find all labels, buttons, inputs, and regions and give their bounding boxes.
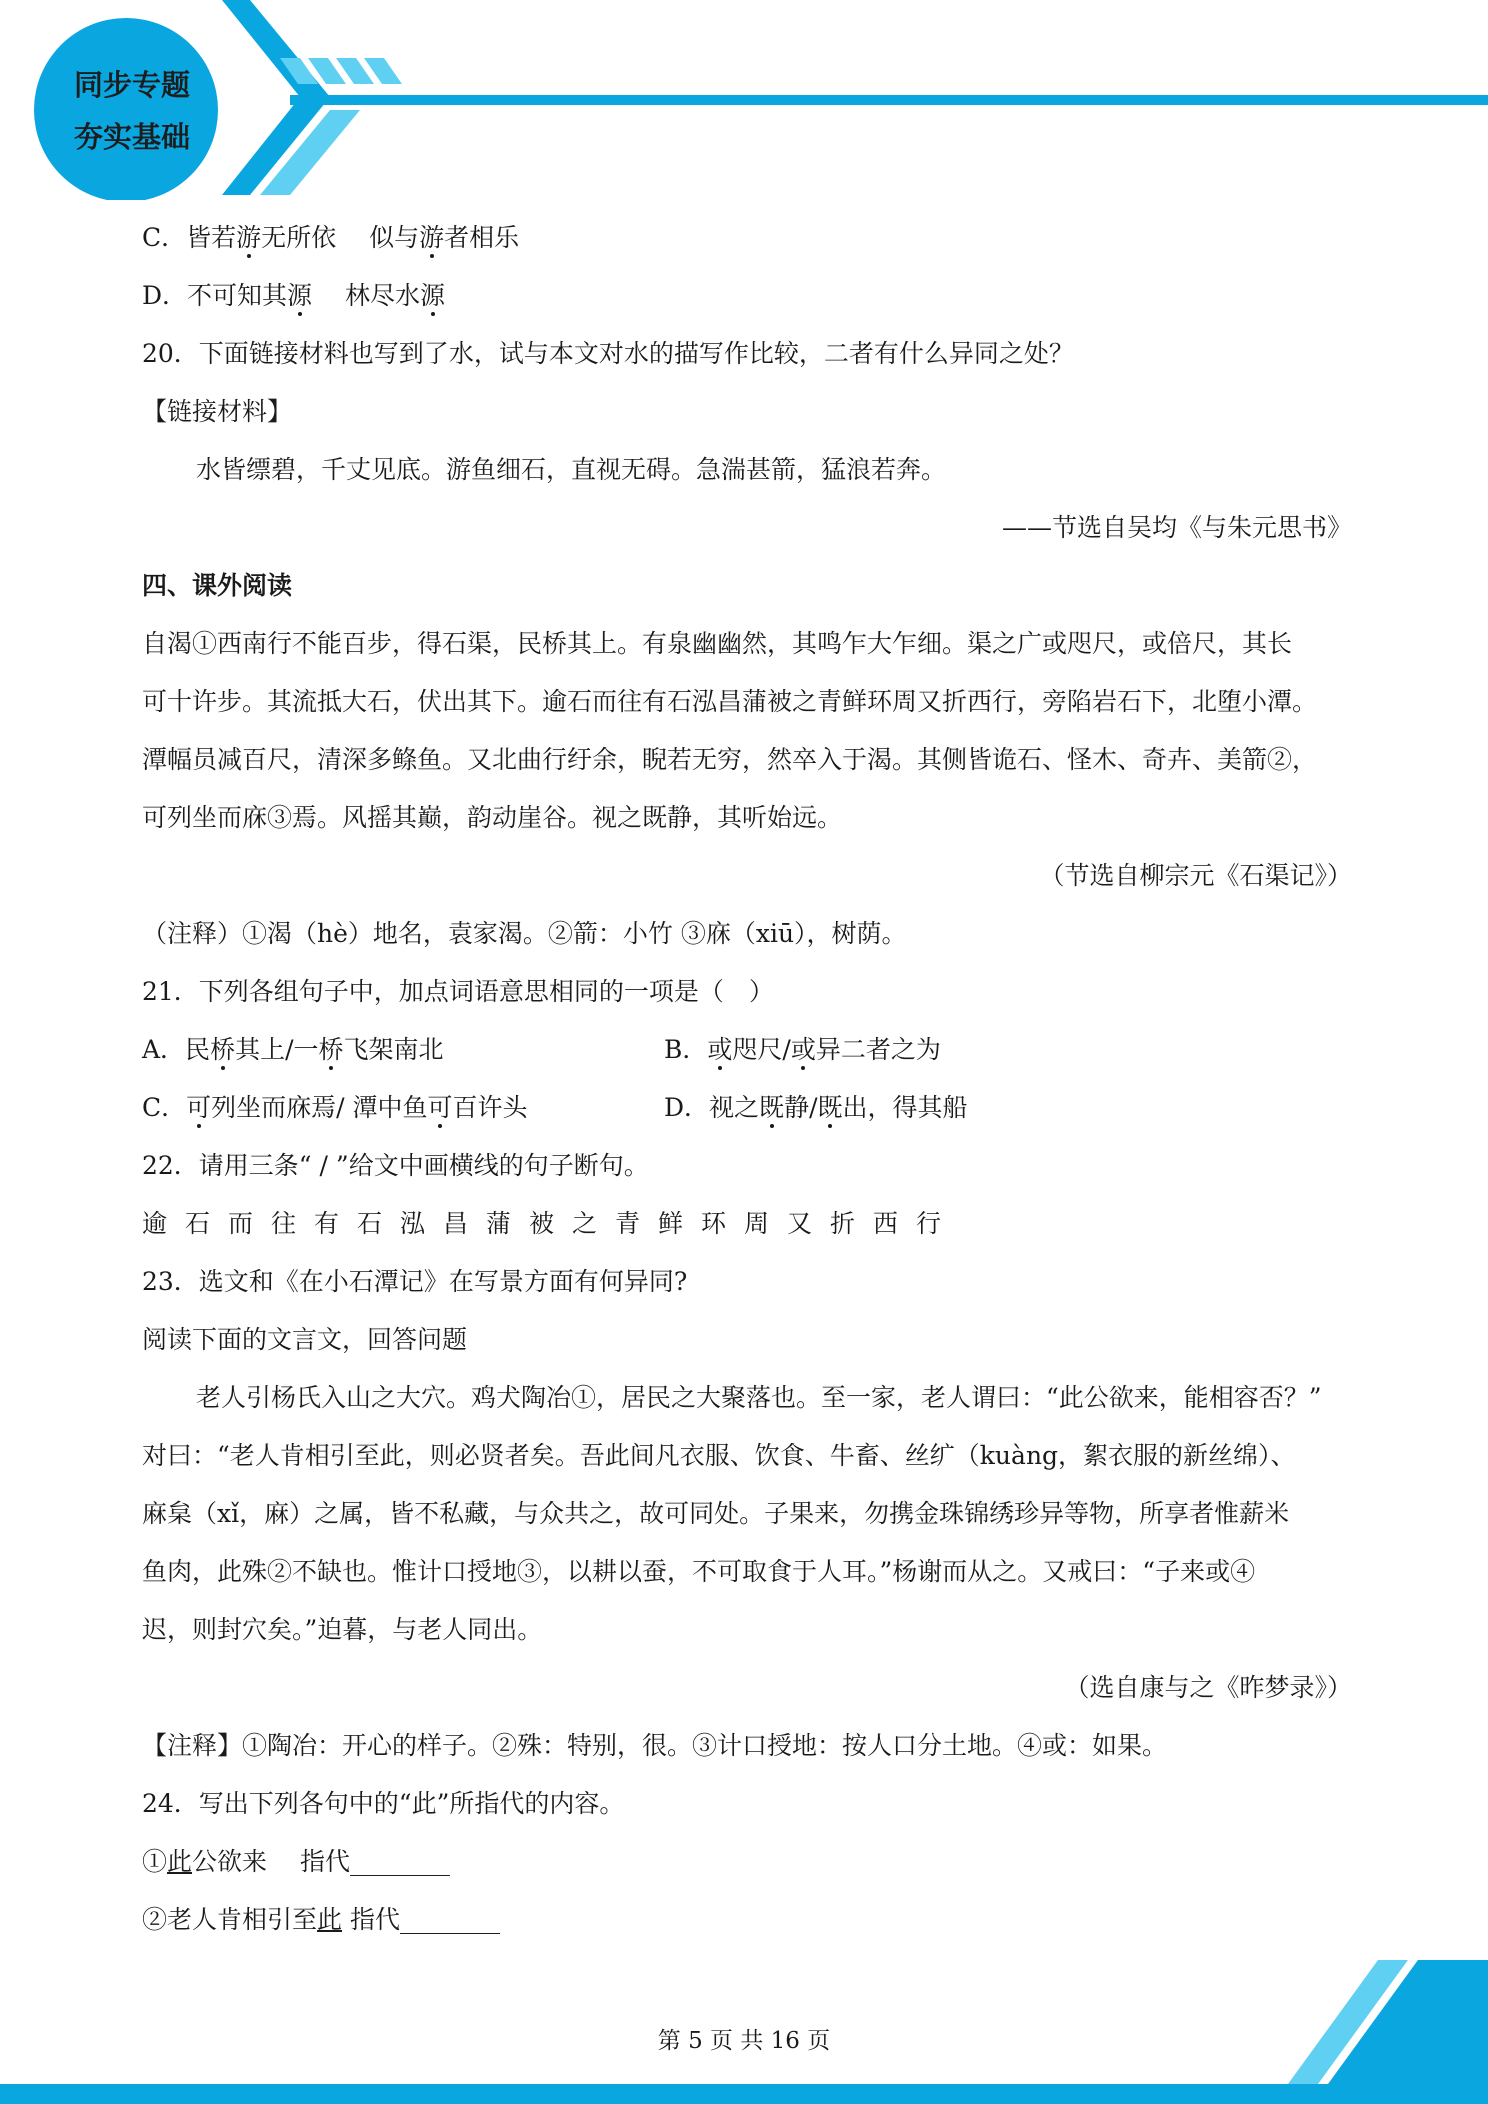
option-c-line: C．皆若游无所依 似与游者相乐 [142, 223, 520, 252]
q21-options-row-2 [142, 1090, 1352, 1126]
question-22: 22．请用三条“ / ”给文中画横线的句子断句。 [142, 1151, 649, 1180]
option-d-line: D．不可知其源 林尽水源 [142, 281, 446, 310]
underlined-word: 此 [167, 1847, 193, 1876]
q21-option-b: B．或咫尺/或异二者之为 [664, 1035, 941, 1064]
q21-option-c: C．可列坐而庥焉/ 潭中鱼可百许头 [142, 1093, 528, 1122]
question-24: 24．写出下列各句中的“此”所指代的内容。 [142, 1789, 625, 1818]
passage2-source: （选自康与之《昨梦录》） [1064, 1673, 1352, 1702]
passage1-line: 可十许步。其流抵大石，伏出其下。逾石而往有石泓昌蒲被之青鲜环周又折西行，旁陷岩石下，北堕小潭。 [142, 687, 1318, 716]
passage2-line: 鱼肉，此殊②不缺也。惟计口授地③，以耕以蚕，不可取食于人耳。”杨谢而从之。又戒曰：“子来或④ [142, 1557, 1256, 1586]
question-23: 23．选文和《在小石潭记》在写景方面有何异同? [142, 1267, 688, 1296]
passage2-notes: 【注释】①陶冶：开心的样子。②殊：特别，很。③计口授地：按人口分土地。④或：如果。 [142, 1731, 1168, 1760]
passage2-line: 迟，则封穴矣。”迫暮，与老人同出。 [142, 1615, 543, 1644]
q21-options-row-1 [142, 1032, 1352, 1068]
section-heading: 四、课外阅读 [142, 571, 293, 600]
dotted-char: 可 [427, 1093, 453, 1122]
dotted-char: 既 [817, 1093, 843, 1122]
passage1-notes: （注释）①渴（hè）地名，袁家渴。②箭：小竹 ③庥（xiū），树荫。 [142, 919, 907, 948]
badge-line-1: 同步专题 [73, 68, 190, 102]
passage1-line: 潭幅员减百尺，清深多鲦鱼。又北曲行纡余，睨若无穷，然卒入于渴。其侧皆诡石、怪木、奇卉、美箭②， [142, 745, 1318, 774]
q21-option-a: A．民桥其上/一桥飞架南北 [142, 1035, 444, 1064]
dotted-char: 桥 [210, 1035, 236, 1064]
question-21: 21．下列各组句子中，加点词语意思相同的一项是（ ） [142, 977, 774, 1006]
q22-sentence: 逾石而往有石泓昌蒲被之青鲜环周又折西行 [142, 1209, 960, 1238]
dotted-char: 源 [287, 281, 313, 310]
page-number: 第 5 页 共 16 页 [657, 2028, 831, 2054]
dotted-char: 游 [419, 223, 445, 252]
q24-item-1: ①此公欲来 指代________ [142, 1847, 450, 1876]
passage1-line: 自渴①西南行不能百步，得石渠，民桥其上。有泉幽幽然，其鸣乍大乍细。渠之广或咫尺，或倍尺，其长 [142, 629, 1293, 658]
dotted-char: 游 [236, 223, 262, 252]
badge-line-2: 夯实基础 [73, 120, 190, 154]
link-material-title: 【链接材料】 [142, 397, 293, 426]
reading-intro: 阅读下面的文言文，回答问题 [142, 1325, 468, 1354]
dotted-char: 或 [790, 1035, 816, 1064]
question-20: 20．下面链接材料也写到了水，试与本文对水的描写作比较，二者有什么异同之处？ [142, 339, 1074, 368]
bottom-bar [0, 2084, 1488, 2104]
passage2-line: 老人引杨氏入山之大穴。鸡犬陶冶①，居民之大聚落也。至一家，老人谓曰：“此公欲来，能相容否？” [196, 1383, 1322, 1412]
dotted-char: 源 [420, 281, 446, 310]
dotted-char: 桥 [318, 1035, 344, 1064]
dotted-char: 可 [186, 1093, 212, 1122]
link-material-text: 水皆缥碧，千丈见底。游鱼细石，直视无碍。急湍甚箭，猛浪若奔。 [196, 455, 947, 484]
passage1-line: 可列坐而庥③焉。风摇其巅，韵动崖谷。视之既静，其听始远。 [142, 803, 843, 832]
passage1-source: （节选自柳宗元《石渠记》） [1039, 861, 1352, 890]
passage2-line: 对曰：“老人肯相引至此，则必贤者矣。吾此间凡衣服、饮食、牛畜、丝纩（kuàng，絮衣服的新丝绵）、 [142, 1441, 1296, 1470]
dotted-char: 既 [759, 1093, 785, 1122]
underlined-word: 此 [317, 1905, 343, 1934]
dotted-char: 或 [707, 1035, 733, 1064]
passage2-line: 麻枲（xǐ，麻）之属，皆不私藏，与众共之，故可同处。子果来，勿携金珠锦绣珍异等物，所享者惟薪米 [142, 1499, 1290, 1528]
header-badge [38, 36, 226, 186]
q21-option-d: D．视之既静/既出，得其船 [664, 1093, 968, 1122]
link-material-source: ——节选自吴均《与朱元思书》 [1001, 513, 1352, 542]
page-header [0, 0, 1488, 200]
q24-item-2: ②老人肯相引至此 指代________ [142, 1905, 500, 1934]
